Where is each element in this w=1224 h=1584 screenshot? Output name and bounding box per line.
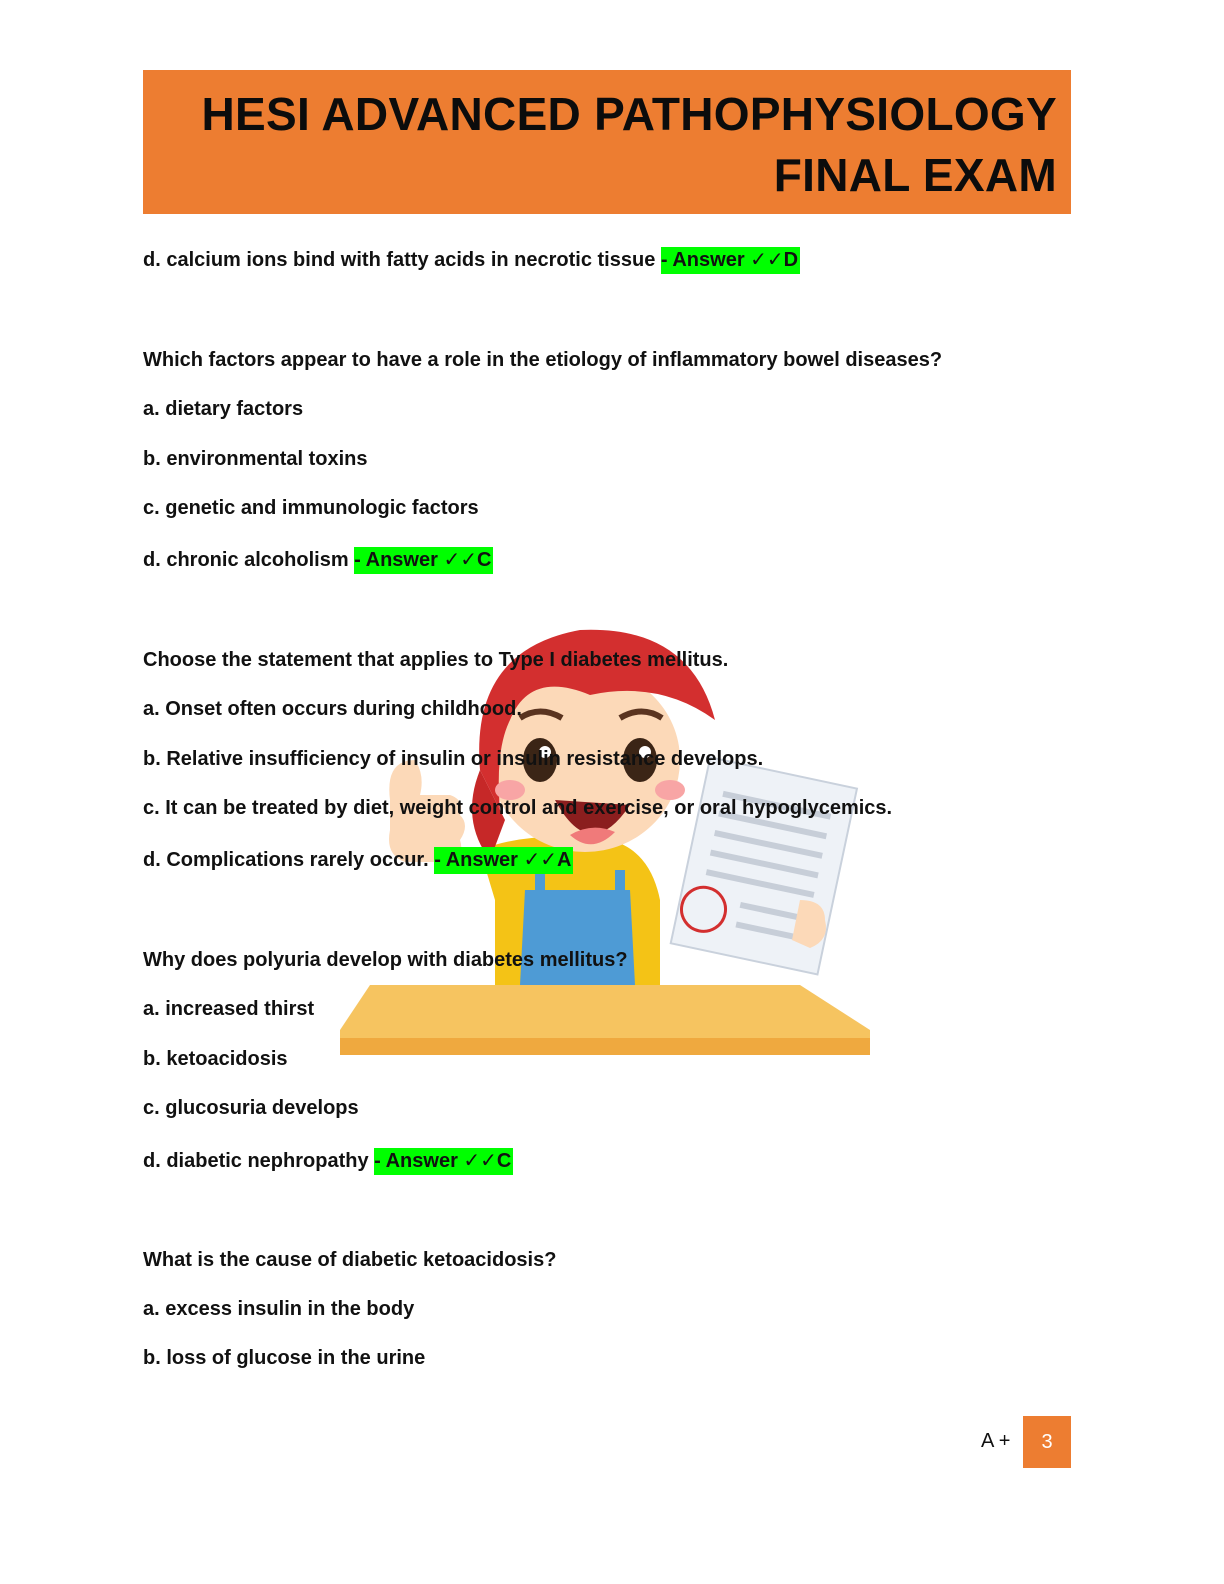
question-stem: Which factors appear to have a role in the etiology of inflammatory bowel diseases? — [143, 349, 943, 371]
option-d: d. Complications rarely occur. - Answer ✓✓A — [143, 846, 573, 874]
answer-highlight: - Answer ✓✓D — [661, 247, 800, 274]
option-c: c. glucosuria develops — [143, 1097, 359, 1119]
option-c: c. It can be treated by diet, weight control and exercise, or oral hypoglycemics. — [143, 797, 893, 819]
graded-paper — [671, 757, 857, 974]
option-d: d. chronic alcoholism - Answer ✓✓C — [143, 546, 493, 574]
option-a: a. increased thirst — [143, 998, 315, 1020]
option-b: b. ketoacidosis — [143, 1048, 288, 1070]
option-a: a. Onset often occurs during childhood. — [143, 698, 522, 720]
option-d: d. diabetic nephropathy - Answer ✓✓C — [143, 1147, 513, 1175]
option-c: c. genetic and immunologic factors — [143, 497, 479, 519]
option-d: d. calcium ions bind with fatty acids in necrotic tissue - Answer ✓✓D — [143, 246, 800, 274]
question-stem: Choose the statement that applies to Type I diabetes mellitus. — [143, 649, 729, 671]
option-b: b. environmental toxins — [143, 448, 368, 470]
answer-highlight: - Answer ✓✓C — [374, 1148, 513, 1175]
answer-highlight: - Answer ✓✓A — [434, 847, 573, 874]
option-b: b. Relative insufficiency of insulin or insulin resistance develops. — [143, 748, 764, 770]
option-a: a. dietary factors — [143, 398, 304, 420]
question-stem: Why does polyuria develop with diabetes mellitus? — [143, 949, 628, 971]
page-number: 3 — [1023, 1416, 1071, 1468]
title-banner — [143, 70, 1071, 214]
document-title: HESI ADVANCED PATHOPHYSIOLOGY FINAL EXAM — [201, 88, 1057, 201]
option-b: b. loss of glucose in the urine — [143, 1347, 426, 1369]
question-stem: What is the cause of diabetic ketoacidosis? — [143, 1249, 557, 1271]
answer-highlight: - Answer ✓✓C — [354, 547, 493, 574]
option-a: a. excess insulin in the body — [143, 1298, 415, 1320]
footer-grade-label: A + — [981, 1430, 1011, 1452]
